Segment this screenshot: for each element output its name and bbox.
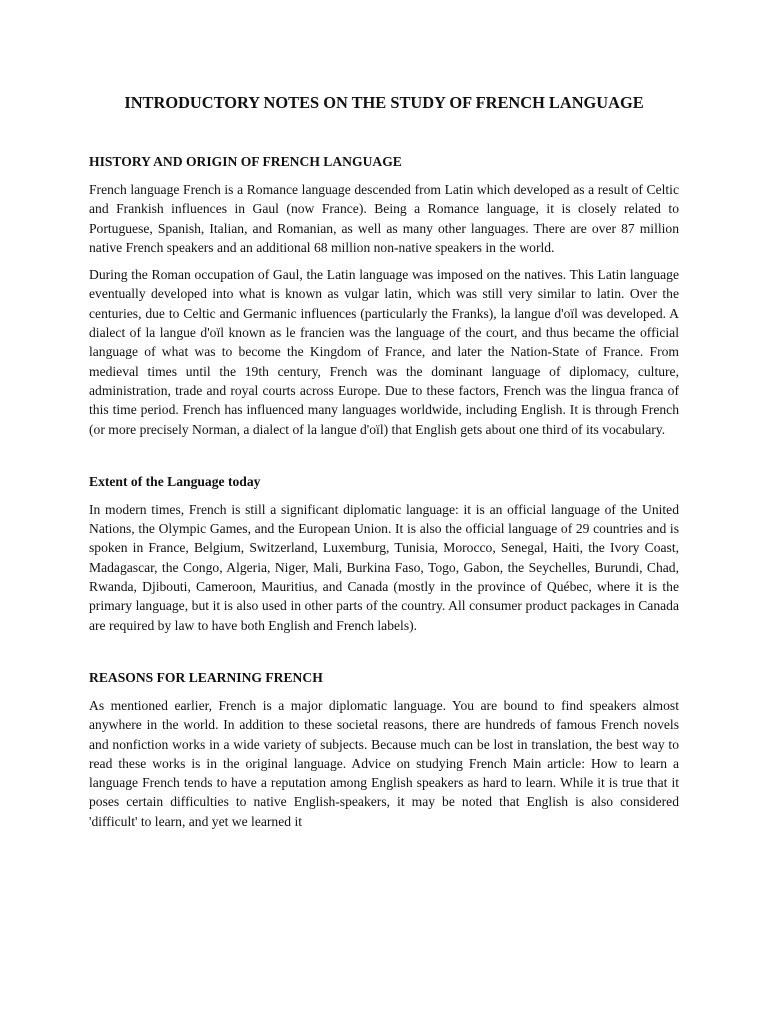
section-heading-reasons: REASONS FOR LEARNING FRENCH	[89, 669, 323, 685]
section-spacer	[89, 643, 679, 669]
paragraph-extent-1: In modern times, French is still a significant diplomatic language: it is an official language of the United Nations, the Olympic Games, and the European Union. It is also the official language of 29 countries and is spoken in France, Belgium, Switzerland, Luxemburg, Tunisia, Morocco, Senegal, Haiti, the Ivory Coast, Madagascar, the Congo, Algeria, Niger, Mali, Burkina Faso, Togo, Gabon, the Seychelles, Burundi, Chad, Rwanda, Djibouti, Cameroon, Mauritius, and Canada (mostly in the province of Québec, where it is the primary language, but it is also used in other parts of the country. All consumer product packages in Canada are required by law to have both English and French labels).	[89, 501, 679, 633]
document-page	[89, 92, 679, 839]
paragraph-history-1: French language French is a Romance language descended from Latin which developed as a result of Celtic and Frankish influences in Gaul (now France). Being a Romance language, it is closely related to Portuguese, Spanish, Italian, and Romanian, as well as many other languages. There are over 87 million native French speakers and an additional 68 million non-native speakers in the world.	[89, 182, 679, 255]
paragraph-reasons-1: As mentioned earlier, French is a major diplomatic language. You are bound to find speakers almost anywhere in the world. In addition to these societal reasons, there are hundreds of famous French novels and nonfiction works in a wide variety of subjects. Because much can be lost in translation, the best way to read these works is in the original language. Advice on studying French Main article: How to learn a language French tends to have a reputation among English speakers as hard to learn. While it is true that it poses certain difficulties to native English-speakers, it may be noted that English is also considered 'difficult' to learn, and yet we learned it	[89, 697, 679, 829]
section-heading-history: HISTORY AND ORIGIN OF FRENCH LANGUAGE	[89, 154, 402, 169]
paragraph-history-2: During the Roman occupation of Gaul, the Latin language was imposed on the natives. This Latin language eventually developed into what is known as vulgar latin, which was still very similar to latin. Over the centuries, due to Celtic and Germanic influences (particularly the Franks), la langue d'oïl was developed. A dialect of la langue d'oïl known as le francien was the language of the court, and thus became the official language of what was to become the Kingdom of France, and later the Nation-State of France. From medieval times until the 19th century, French was the dominant language of diplomacy, culture, administration, trade and royal courts across Europe. Due to these factors, French was the lingua franca of this time period. French has influenced many languages worldwide, including English. It is through French (or more precisely Norman, a dialect of la langue d'oïl) that English gets about one third of its vocabulary.	[89, 267, 679, 437]
section-extent	[89, 473, 679, 635]
section-heading-extent: Extent of the Language today	[89, 473, 261, 489]
section-reasons	[89, 669, 679, 831]
section-spacer	[89, 447, 679, 473]
document-title: INTRODUCTORY NOTES ON THE STUDY OF FRENCH LANGUAGE	[124, 93, 644, 112]
section-history	[89, 153, 679, 439]
